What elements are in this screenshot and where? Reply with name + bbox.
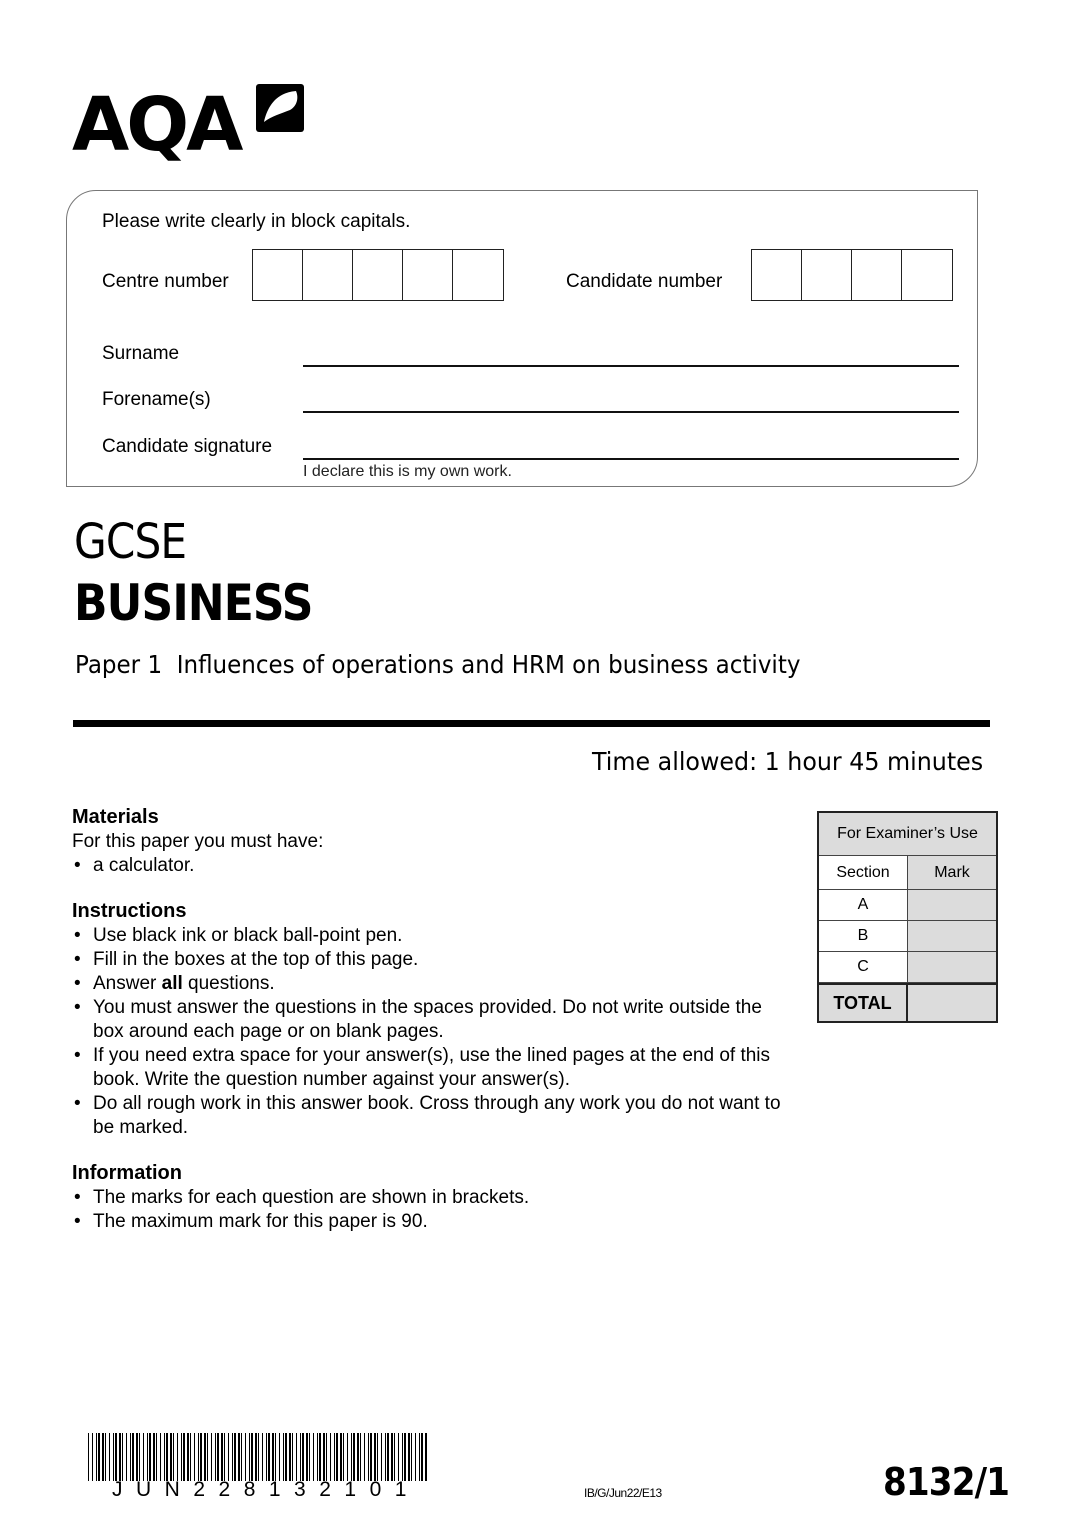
total-label: TOTAL	[819, 985, 908, 1021]
barcode-text: JUN228132101	[112, 1478, 420, 1501]
materials-intro: For this paper you must have:	[72, 831, 324, 852]
instruction-item: • Use black ink or black ball-point pen.	[72, 924, 792, 948]
surname-label: Surname	[102, 343, 180, 364]
reference-code: IB/G/Jun22/E13	[584, 1486, 662, 1500]
information-list	[72, 1186, 792, 1234]
logo-text: AQA	[72, 82, 241, 168]
candidate-number-digit[interactable]	[902, 250, 952, 300]
block-capitals-instruction: Please write clearly in block capitals.	[102, 211, 411, 232]
declaration-text: I declare this is my own work.	[303, 463, 512, 480]
signature-label: Candidate signature	[102, 436, 273, 457]
section-cell: B	[819, 921, 908, 951]
exam-information	[72, 804, 792, 1254]
subject-title: BUSINESS	[74, 574, 313, 632]
instruction-item: • Do all rough work in this answer book. Cross through any work you do not want to be marked.	[72, 1092, 792, 1140]
signature-field[interactable]	[303, 458, 959, 460]
forenames-label: Forename(s)	[102, 389, 211, 410]
candidate-number-input[interactable]	[751, 249, 953, 301]
instruction-item: • If you need extra space for your answer(s), use the lined pages at the end of this book. Write the question number against your answer(s).	[72, 1044, 792, 1092]
table-row	[819, 952, 996, 983]
paper-title: Paper 1 Influences of operations and HRM on business activity	[75, 650, 801, 679]
examiner-table-header	[819, 856, 996, 890]
table-row	[819, 921, 996, 952]
mark-cell[interactable]	[908, 952, 996, 982]
examiner-use-table	[817, 811, 998, 1023]
candidate-number-digit[interactable]	[802, 250, 852, 300]
materials-item: • a calculator.	[72, 854, 792, 878]
surname-field[interactable]	[303, 365, 959, 367]
instruction-item: • You must answer the questions in the spaces provided. Do not write outside the box around each page or on blank pages.	[72, 996, 792, 1044]
candidate-details-box	[66, 190, 978, 487]
section-column-header: Section	[819, 856, 908, 889]
materials-list	[72, 854, 792, 878]
examiner-table-title: For Examiner’s Use	[819, 813, 996, 856]
total-row	[819, 983, 996, 1021]
instructions-heading: Instructions	[72, 900, 187, 922]
barcode	[88, 1433, 432, 1481]
mark-column-header: Mark	[908, 856, 996, 889]
time-allowed: Time allowed: 1 hour 45 minutes	[592, 747, 984, 776]
section-cell: C	[819, 952, 908, 982]
paper-code: 8132/1	[883, 1460, 1010, 1504]
candidate-number-digit[interactable]	[752, 250, 802, 300]
mark-cell[interactable]	[908, 921, 996, 951]
centre-number-digit[interactable]	[453, 250, 503, 300]
centre-number-digit[interactable]	[403, 250, 453, 300]
candidate-number-label: Candidate number	[566, 271, 723, 292]
divider-rule	[73, 720, 990, 727]
information-item: • The maximum mark for this paper is 90.	[72, 1210, 792, 1234]
information-heading: Information	[72, 1162, 182, 1184]
centre-number-digit[interactable]	[253, 250, 303, 300]
centre-number-digit[interactable]	[303, 250, 353, 300]
centre-number-label: Centre number	[102, 271, 229, 292]
qualification-title: GCSE	[74, 514, 187, 570]
instructions-list	[72, 924, 792, 1140]
aqa-logo	[72, 84, 312, 166]
candidate-number-digit[interactable]	[852, 250, 902, 300]
instruction-item: • Answer all questions.	[72, 972, 792, 996]
section-cell: A	[819, 890, 908, 920]
forenames-field[interactable]	[303, 411, 959, 413]
leaf-square-icon	[256, 84, 304, 132]
total-mark-cell[interactable]	[908, 985, 996, 1021]
materials-heading: Materials	[72, 806, 159, 828]
centre-number-digit[interactable]	[353, 250, 403, 300]
mark-cell[interactable]	[908, 890, 996, 920]
information-item: • The marks for each question are shown in brackets.	[72, 1186, 792, 1210]
centre-number-input[interactable]	[252, 249, 504, 301]
instruction-item: • Fill in the boxes at the top of this page.	[72, 948, 792, 972]
table-row	[819, 890, 996, 921]
